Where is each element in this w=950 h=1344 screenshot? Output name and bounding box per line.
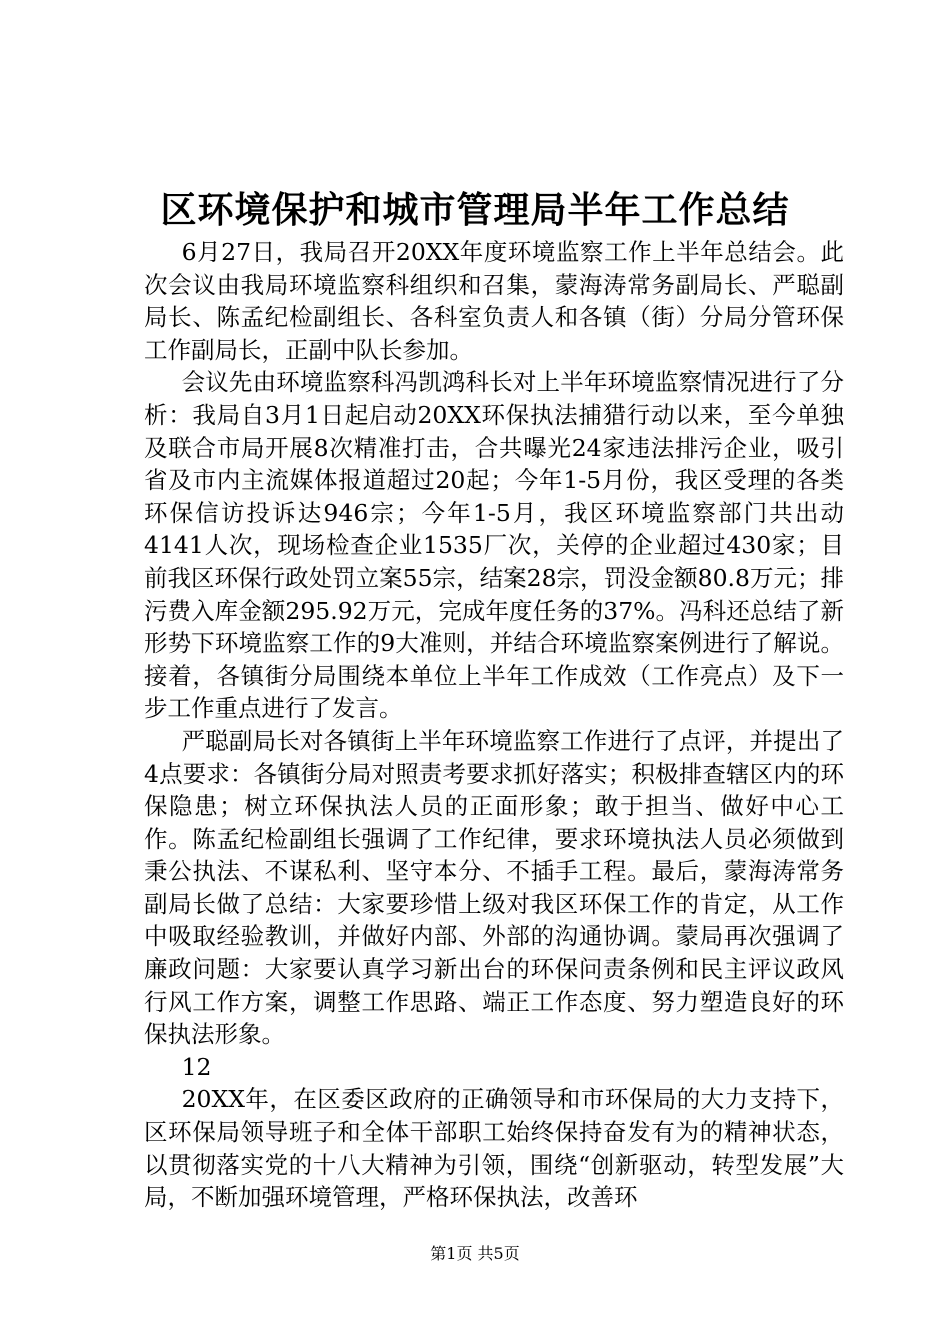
paragraph-annual-overview: 20XX年，在区委区政府的正确领导和市环保局的大力支持下，区环保局领导班子和全体干部职工始终保持奋发有为的精神状态，以贯彻落实党的十八大精神为引领，围绕“创新驱动，转型发展”大局，不断加强环境管理，严格环保执法，改善环 [144,1085,844,1212]
page-number-footer: 第1页 共5页 [430,1244,520,1263]
document-body [144,236,844,1214]
paragraph-meeting-intro: 6月27日，我局召开20XX年度环境监察工作上半年总结会。此次会议由我局环境监察科组织和召集，蒙海涛常务副局长、严聪副局长、陈孟纪检副组长、各科室负责人和各镇（街）分局分管环保工作副局长，正副中队长参加。 [144,238,844,364]
paragraph-leadership-remarks: 严聪副局长对各镇街上半年环境监察工作进行了点评，并提出了4点要求：各镇街分局对照责考要求抓好落实；积极排查辖区内的环保隐患；树立环保执法人员的正面形象；敢于担当、做好中心工作。陈孟纪检副组长强调了工作纪律，要求环境执法人员必须做到秉公执法、不谋私利、坚守本分、不插手工程。最后，蒙海涛常务副局长做了总结：大家要珍惜上级对我区环保工作的肯定，从工作中吸取经验教训，并做好内部、外部的沟通协调。蒙局再次强调了廉政问题：大家要认真学习新出台的环保问责条例和民主评议政风行风工作方案，调整工作思路、端正工作态度、努力塑造良好的环保执法形象。 [144,726,844,1049]
paragraph-marker: 12 [181,1052,212,1081]
paragraph-inspection-analysis: 会议先由环境监察科冯凯鸿科长对上半年环境监察情况进行了分析：我局自3月1日起启动20XX环保执法捕猎行动以来，至今单独及联合市局开展8次精准打击，合共曝光24家违法排污企业，吸引省及市内主流媒体报道超过20起；今年1-5月份，我区受理的各类环保信访投诉达946宗；今年1-5月，我区环境监察部门共出动4141人次，现场检查企业1535厂次，关停的企业超过430家；目前我区环保行政处罚立案55宗，结案28宗，罚没金额80.8万元；排污费入库金额295.92万元，完成年度任务的37%。冯科还总结了新形势下环境监察工作的9大准则，并结合环境监察案例进行了解说。接着，各镇街分局围绕本单位上半年工作成效（工作亮点）及下一步工作重点进行了发言。 [144,368,844,723]
document-title: 区环境保护和城市管理局半年工作总结 [160,189,790,231]
